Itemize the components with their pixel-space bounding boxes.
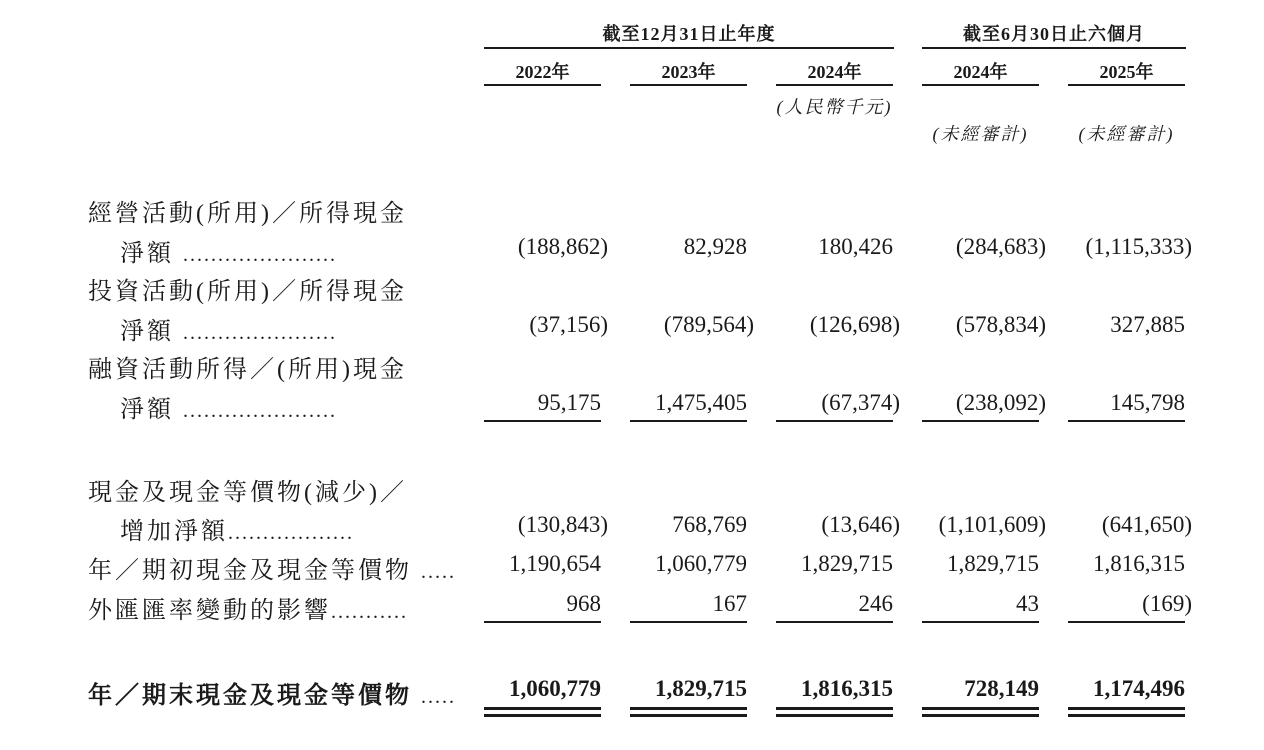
year-rule — [922, 84, 1039, 86]
leader-dots: ...................... — [183, 244, 337, 266]
row-label: 年／期初現金及現金等價物 ..... — [88, 558, 456, 584]
year-rule — [630, 84, 747, 86]
total-double-rule — [630, 714, 747, 717]
subtotal-rule — [630, 621, 747, 623]
leader-dots: ...................... — [183, 400, 337, 422]
unaudited-note: (未經審計) — [932, 124, 1029, 144]
subtotal-rule — [922, 420, 1039, 422]
subtotal-rule — [776, 420, 893, 422]
row-label-total: 年／期末現金及現金等價物 ..... — [88, 683, 456, 709]
row-label: 融資活動所得／(所用)現金 — [88, 357, 407, 383]
value-cell: 768,769 — [672, 512, 747, 537]
value-cell: 145,798 — [1110, 390, 1185, 415]
value-cell: (67,374) — [821, 390, 900, 415]
value-cell: (126,698) — [809, 312, 900, 337]
value-cell: 1,829,715 — [947, 551, 1039, 576]
value-cell: (130,843) — [517, 512, 608, 537]
total-value-cell: 1,816,315 — [801, 676, 893, 701]
value-cell: 327,885 — [1110, 312, 1185, 337]
subtotal-rule — [484, 420, 601, 422]
row-label-continued: 淨額 ...................... — [120, 319, 337, 345]
leader-dots: ..... — [421, 686, 456, 708]
value-cell: (578,834) — [955, 312, 1046, 337]
total-double-rule — [776, 714, 893, 717]
group-header-fiscal-year-rule — [484, 47, 894, 49]
row-label: 現金及現金等價物(減少)／ — [88, 480, 407, 506]
total-value-cell: 1,829,715 — [655, 676, 747, 701]
total-double-rule — [484, 714, 601, 717]
year-header-2024-h1: 2024年 — [953, 62, 1008, 82]
year-header-2022: 2022年 — [515, 62, 570, 82]
value-cell: 246 — [858, 591, 893, 616]
row-label: 外匯匯率變動的影響........... — [88, 598, 408, 624]
row-label-continued: 淨額 ...................... — [120, 241, 337, 267]
total-double-rule — [922, 714, 1039, 717]
leader-dots: ...................... — [183, 322, 337, 344]
group-header-six-months: 截至6月30日止六個月 — [963, 24, 1145, 44]
subtotal-rule — [1068, 420, 1185, 422]
value-cell: 167 — [712, 591, 747, 616]
subtotal-rule — [1068, 621, 1185, 623]
leader-dots: .................. — [228, 522, 354, 544]
value-cell: (238,092) — [955, 390, 1046, 415]
value-cell: 95,175 — [537, 390, 601, 415]
value-cell: 82,928 — [683, 234, 747, 259]
unaudited-note: (未經審計) — [1078, 124, 1175, 144]
total-double-rule — [776, 707, 893, 710]
value-cell: 1,829,715 — [801, 551, 893, 576]
year-rule — [1068, 84, 1185, 86]
value-cell: 1,060,779 — [655, 551, 747, 576]
total-double-rule — [1068, 707, 1185, 710]
value-cell: 180,426 — [818, 234, 893, 259]
unit-note: (人民幣千元) — [776, 97, 893, 117]
total-value-cell: 728,149 — [964, 676, 1039, 701]
value-cell: 1,816,315 — [1093, 551, 1185, 576]
total-double-rule — [630, 707, 747, 710]
total-value-cell: 1,060,779 — [509, 676, 601, 701]
value-cell: (37,156) — [529, 312, 608, 337]
value-cell: (641,650) — [1101, 512, 1192, 537]
value-cell: (1,101,609) — [938, 512, 1046, 537]
value-cell: (13,646) — [821, 512, 900, 537]
group-header-fiscal-year: 截至12月31日止年度 — [602, 24, 776, 44]
leader-dots: ........... — [331, 601, 408, 623]
value-cell: (1,115,333) — [1085, 234, 1192, 259]
year-rule — [776, 84, 893, 86]
value-cell: (789,564) — [663, 312, 754, 337]
total-double-rule — [1068, 714, 1185, 717]
total-value-cell: 1,174,496 — [1093, 676, 1185, 701]
value-cell: 1,190,654 — [509, 551, 601, 576]
row-label: 投資活動(所用)／所得現金 — [88, 279, 407, 305]
value-cell: (169) — [1142, 591, 1192, 616]
row-label: 經營活動(所用)／所得現金 — [88, 201, 407, 227]
value-cell: (188,862) — [517, 234, 608, 259]
value-cell: 43 — [1016, 591, 1039, 616]
subtotal-rule — [484, 621, 601, 623]
subtotal-rule — [630, 420, 747, 422]
value-cell: (284,683) — [955, 234, 1046, 259]
year-header-2025-h1: 2025年 — [1099, 62, 1154, 82]
year-header-2023: 2023年 — [661, 62, 716, 82]
year-rule — [484, 84, 601, 86]
value-cell: 1,475,405 — [655, 390, 747, 415]
total-double-rule — [922, 707, 1039, 710]
year-header-2024: 2024年 — [807, 62, 862, 82]
subtotal-rule — [776, 621, 893, 623]
row-label-continued: 增加淨額.................. — [120, 519, 354, 545]
leader-dots: ..... — [421, 561, 456, 583]
subtotal-rule — [922, 621, 1039, 623]
group-header-six-months-rule — [922, 47, 1186, 49]
row-label-continued: 淨額 ...................... — [120, 397, 337, 423]
value-cell: 968 — [566, 591, 601, 616]
total-double-rule — [484, 707, 601, 710]
